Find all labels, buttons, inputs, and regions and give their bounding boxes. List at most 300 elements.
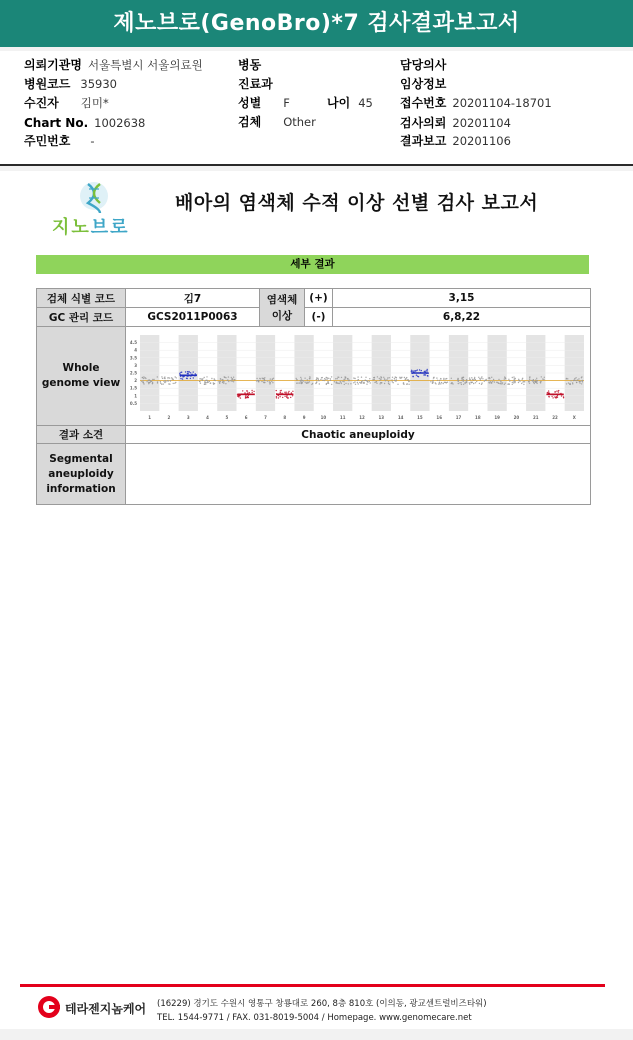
data-point xyxy=(554,391,555,392)
data-point xyxy=(369,378,370,379)
data-point xyxy=(172,378,173,379)
data-point xyxy=(461,379,462,380)
data-point xyxy=(148,383,149,384)
data-point xyxy=(278,397,279,398)
data-point xyxy=(142,377,143,378)
data-point xyxy=(354,381,355,382)
data-point xyxy=(223,383,224,384)
data-point xyxy=(193,377,194,378)
report-page xyxy=(0,171,633,1029)
data-point xyxy=(552,397,553,398)
data-point xyxy=(282,397,283,398)
data-point xyxy=(213,382,214,383)
data-point xyxy=(300,380,301,381)
data-point xyxy=(403,382,404,383)
data-point xyxy=(414,370,415,371)
data-point xyxy=(522,378,523,379)
data-point xyxy=(220,381,221,382)
data-point xyxy=(575,380,576,381)
data-point xyxy=(570,380,571,381)
data-point xyxy=(173,383,174,384)
gc-code-value: GCS2011P0063 xyxy=(126,308,260,327)
data-point xyxy=(470,381,471,382)
x-tick-label: 21 xyxy=(532,415,539,420)
data-point xyxy=(466,379,467,380)
data-point xyxy=(214,379,215,380)
data-point xyxy=(465,382,466,383)
x-tick-label: 22 xyxy=(552,415,558,420)
data-point xyxy=(297,382,298,383)
data-point xyxy=(305,382,306,383)
data-point xyxy=(357,382,358,383)
data-point xyxy=(581,383,582,384)
test-request-value: 20201104 xyxy=(452,116,511,130)
data-point xyxy=(512,382,513,383)
data-point xyxy=(551,396,552,397)
data-point xyxy=(357,376,358,377)
data-point xyxy=(425,371,426,372)
data-point xyxy=(176,377,177,378)
data-point xyxy=(365,377,366,378)
data-point xyxy=(572,383,573,384)
requesting-institution-value: 서울특별시 서울의료원 xyxy=(87,58,203,72)
data-point xyxy=(427,369,428,370)
data-point xyxy=(301,383,302,384)
data-point xyxy=(376,383,377,384)
requesting-institution-label: 의뢰기관명 xyxy=(24,58,82,72)
data-point xyxy=(348,380,349,381)
data-point xyxy=(214,378,215,379)
logo-wordmark xyxy=(52,213,130,239)
data-point xyxy=(205,384,206,385)
data-point xyxy=(432,380,433,381)
data-point xyxy=(490,381,491,382)
data-point xyxy=(270,378,271,379)
data-point xyxy=(522,381,523,382)
data-point xyxy=(284,392,285,393)
data-point xyxy=(319,383,320,384)
data-point xyxy=(504,378,505,379)
data-point xyxy=(206,380,207,381)
abnormality-label: 염색체 이상 xyxy=(260,289,305,327)
data-point xyxy=(473,383,474,384)
data-point xyxy=(479,383,480,384)
data-point xyxy=(267,380,268,381)
data-point xyxy=(474,377,475,378)
data-point xyxy=(206,376,207,377)
data-point xyxy=(488,380,489,381)
department-field xyxy=(238,76,279,92)
data-point xyxy=(204,377,205,378)
patient-info-panel xyxy=(0,51,633,166)
data-point xyxy=(440,383,441,384)
data-point xyxy=(306,383,307,384)
sex-field xyxy=(238,95,290,111)
genome-view-cell xyxy=(126,327,591,426)
data-point xyxy=(290,397,291,398)
data-point xyxy=(141,381,142,382)
data-point xyxy=(253,391,254,392)
data-point xyxy=(512,377,513,378)
data-point xyxy=(408,381,409,382)
data-point xyxy=(175,376,176,377)
data-point xyxy=(225,377,226,378)
table-row xyxy=(37,327,591,426)
data-point xyxy=(259,378,260,379)
data-point xyxy=(508,379,509,380)
data-point xyxy=(263,378,264,379)
data-point xyxy=(440,378,441,379)
data-point xyxy=(469,382,470,383)
data-point xyxy=(288,391,289,392)
data-point xyxy=(304,378,305,379)
data-point xyxy=(361,377,362,378)
doctor-field xyxy=(400,57,452,73)
data-point xyxy=(377,376,378,377)
data-point xyxy=(354,378,355,379)
data-point xyxy=(558,391,559,392)
data-point xyxy=(529,377,530,378)
data-point xyxy=(213,384,214,385)
data-point xyxy=(322,377,323,378)
data-point xyxy=(472,379,473,380)
data-point xyxy=(543,379,544,380)
test-request-field xyxy=(400,115,511,131)
data-point xyxy=(161,376,162,377)
data-point xyxy=(338,377,339,378)
chart-no-value: 1002638 xyxy=(94,116,146,130)
data-point xyxy=(481,378,482,379)
data-point xyxy=(426,370,427,371)
data-point xyxy=(389,377,390,378)
data-point xyxy=(370,382,371,383)
data-point xyxy=(328,378,329,379)
data-point xyxy=(286,392,287,393)
genobro-logo xyxy=(52,179,142,237)
section-bar-detailed-results: 세부 결과 xyxy=(36,255,589,274)
data-point xyxy=(435,383,436,384)
gain-label: (+) xyxy=(305,289,333,308)
loss-label: (-) xyxy=(305,308,333,327)
x-tick-label: 20 xyxy=(513,415,520,420)
data-point xyxy=(499,383,500,384)
data-point xyxy=(160,381,161,382)
data-point xyxy=(494,381,495,382)
data-point xyxy=(153,379,154,380)
genome-view-label: Whole genome view xyxy=(37,327,126,426)
data-point xyxy=(224,376,225,377)
data-point xyxy=(567,378,568,379)
data-point xyxy=(276,396,277,397)
patient-field xyxy=(24,95,109,111)
data-point xyxy=(292,395,293,396)
data-point xyxy=(531,380,532,381)
hospital-code-label: 병원코드 xyxy=(24,77,71,91)
data-point xyxy=(579,382,580,383)
age-field xyxy=(327,95,373,111)
y-tick-label: 2 xyxy=(134,378,137,384)
data-point xyxy=(245,395,246,396)
data-point xyxy=(460,382,461,383)
data-point xyxy=(232,379,233,380)
data-point xyxy=(457,379,458,380)
receipt-no-label: 접수번호 xyxy=(400,96,447,110)
x-tick-label: 4 xyxy=(206,415,209,420)
data-point xyxy=(316,378,317,379)
data-point xyxy=(395,377,396,378)
x-tick-label: 14 xyxy=(397,415,404,420)
data-point xyxy=(578,378,579,379)
data-point xyxy=(231,377,232,378)
logo-wordmark-b: 브로 xyxy=(90,217,130,238)
data-point xyxy=(582,380,583,381)
data-point xyxy=(200,383,201,384)
data-point xyxy=(570,384,571,385)
data-point xyxy=(168,383,169,384)
data-point xyxy=(143,376,144,377)
data-point xyxy=(281,390,282,391)
data-point xyxy=(152,382,153,383)
data-point xyxy=(540,381,541,382)
data-point xyxy=(421,370,422,371)
data-point xyxy=(286,397,287,398)
data-point xyxy=(302,380,303,381)
data-point xyxy=(461,384,462,385)
data-point xyxy=(284,396,285,397)
data-point xyxy=(231,381,232,382)
data-point xyxy=(396,379,397,380)
data-point xyxy=(331,384,332,385)
data-point xyxy=(463,380,464,381)
data-point xyxy=(387,377,388,378)
data-point xyxy=(223,381,224,382)
data-point xyxy=(338,383,339,384)
clinical-info-field xyxy=(400,76,452,92)
data-point xyxy=(366,384,367,385)
x-tick-label: 19 xyxy=(494,415,500,420)
data-point xyxy=(532,381,533,382)
data-point xyxy=(557,397,558,398)
data-point xyxy=(269,383,270,384)
data-point xyxy=(252,392,253,393)
data-point xyxy=(581,377,582,378)
data-point xyxy=(403,384,404,385)
data-point xyxy=(579,381,580,382)
data-point xyxy=(369,381,370,382)
resident-no-field xyxy=(24,133,95,149)
data-point xyxy=(537,380,538,381)
data-point xyxy=(446,378,447,379)
data-point xyxy=(143,383,144,384)
data-point xyxy=(523,384,524,385)
data-point xyxy=(513,376,514,377)
report-title: 배아의 염색체 수적 이상 선별 검사 보고서 xyxy=(175,192,539,214)
data-point xyxy=(408,384,409,385)
x-tick-label: 13 xyxy=(378,415,385,420)
data-point xyxy=(475,382,476,383)
data-point xyxy=(336,381,337,382)
data-point xyxy=(394,378,395,379)
data-point xyxy=(327,383,328,384)
data-point xyxy=(276,397,277,398)
data-point xyxy=(171,377,172,378)
result-report-field xyxy=(400,133,511,149)
data-point xyxy=(443,383,444,384)
data-point xyxy=(528,380,529,381)
ward-label: 병동 xyxy=(238,58,262,72)
data-point xyxy=(445,382,446,383)
data-point xyxy=(280,392,281,393)
data-point xyxy=(415,370,416,371)
data-point xyxy=(473,379,474,380)
data-point xyxy=(470,379,471,380)
data-point xyxy=(443,378,444,379)
data-point xyxy=(412,376,413,377)
company-logo xyxy=(38,996,168,1022)
data-point xyxy=(419,369,420,370)
finding-value: Chaotic aneuploidy xyxy=(126,426,591,444)
data-point xyxy=(554,396,555,397)
data-point xyxy=(529,379,530,380)
data-point xyxy=(491,377,492,378)
data-point xyxy=(488,382,489,383)
dna-logo-icon xyxy=(74,179,114,215)
data-point xyxy=(372,379,373,380)
data-point xyxy=(288,397,289,398)
data-point xyxy=(157,376,158,377)
data-point xyxy=(263,382,264,383)
data-point xyxy=(407,379,408,380)
data-point xyxy=(558,390,559,391)
data-point xyxy=(438,384,439,385)
data-point xyxy=(168,377,169,378)
y-tick-label: 3 xyxy=(134,362,137,368)
data-point xyxy=(344,384,345,385)
data-point xyxy=(326,384,327,385)
data-point xyxy=(463,384,464,385)
age-label: 나이 xyxy=(327,96,351,110)
data-point xyxy=(164,377,165,378)
x-tick-label: 9 xyxy=(302,415,306,420)
data-point xyxy=(182,378,183,379)
data-point xyxy=(309,378,310,379)
data-point xyxy=(219,383,220,384)
data-point xyxy=(359,382,360,383)
data-point xyxy=(169,377,170,378)
data-point xyxy=(374,377,375,378)
data-point xyxy=(167,380,168,381)
data-point xyxy=(146,381,147,382)
data-point xyxy=(417,369,418,370)
data-point xyxy=(535,379,536,380)
data-point xyxy=(416,375,417,376)
data-point xyxy=(353,377,354,378)
data-point xyxy=(256,378,257,379)
specimen-id-label: 검체 식별 코드 xyxy=(37,289,126,308)
data-point xyxy=(519,380,520,381)
data-point xyxy=(489,378,490,379)
data-point xyxy=(576,380,577,381)
data-point xyxy=(234,379,235,380)
data-point xyxy=(228,381,229,382)
data-point xyxy=(492,381,493,382)
data-point xyxy=(324,380,325,381)
data-point xyxy=(355,384,356,385)
data-point xyxy=(574,378,575,379)
data-point xyxy=(541,376,542,377)
hospital-code-value: 35930 xyxy=(80,77,117,91)
data-point xyxy=(381,377,382,378)
data-point xyxy=(288,392,289,393)
data-point xyxy=(261,381,262,382)
data-point xyxy=(357,380,358,381)
data-point xyxy=(330,380,331,381)
data-point xyxy=(437,380,438,381)
data-point xyxy=(269,381,270,382)
sex-value: F xyxy=(283,96,290,110)
data-point xyxy=(225,383,226,384)
data-point xyxy=(245,397,246,398)
data-point xyxy=(498,379,499,380)
data-point xyxy=(418,376,419,377)
data-point xyxy=(556,390,557,391)
data-point xyxy=(529,383,530,384)
data-point xyxy=(144,377,145,378)
data-point xyxy=(242,390,243,391)
data-point xyxy=(563,397,564,398)
receipt-no-field xyxy=(400,95,552,111)
segmental-label: Segmental aneuploidy information xyxy=(37,444,126,505)
data-point xyxy=(188,371,189,372)
x-tick-label: 15 xyxy=(417,415,423,420)
data-point xyxy=(148,380,149,381)
data-point xyxy=(143,382,144,383)
data-point xyxy=(246,390,247,391)
data-point xyxy=(501,383,502,384)
footer-divider xyxy=(20,984,605,987)
data-point xyxy=(210,382,211,383)
data-point xyxy=(276,390,277,391)
result-report-value: 20201106 xyxy=(452,134,511,148)
data-point xyxy=(544,377,545,378)
data-point xyxy=(439,380,440,381)
x-tick-label: X xyxy=(572,415,576,420)
data-point xyxy=(388,381,389,382)
data-point xyxy=(233,381,234,382)
data-point xyxy=(238,396,239,397)
data-point xyxy=(452,382,453,383)
data-point xyxy=(379,378,380,379)
data-point xyxy=(474,378,475,379)
data-point xyxy=(341,377,342,378)
data-point xyxy=(401,377,402,378)
data-point xyxy=(514,378,515,379)
gc-code-label: GC 관리 코드 xyxy=(37,308,126,327)
data-point xyxy=(383,377,384,378)
data-point xyxy=(188,373,189,374)
whole-genome-chart xyxy=(126,327,588,425)
data-point xyxy=(508,383,509,384)
x-tick-label: 7 xyxy=(264,415,267,420)
data-point xyxy=(392,377,393,378)
data-point xyxy=(200,378,201,379)
data-point xyxy=(394,380,395,381)
data-point xyxy=(233,377,234,378)
data-point xyxy=(345,383,346,384)
data-point xyxy=(458,381,459,382)
data-point xyxy=(220,378,221,379)
data-point xyxy=(222,382,223,383)
